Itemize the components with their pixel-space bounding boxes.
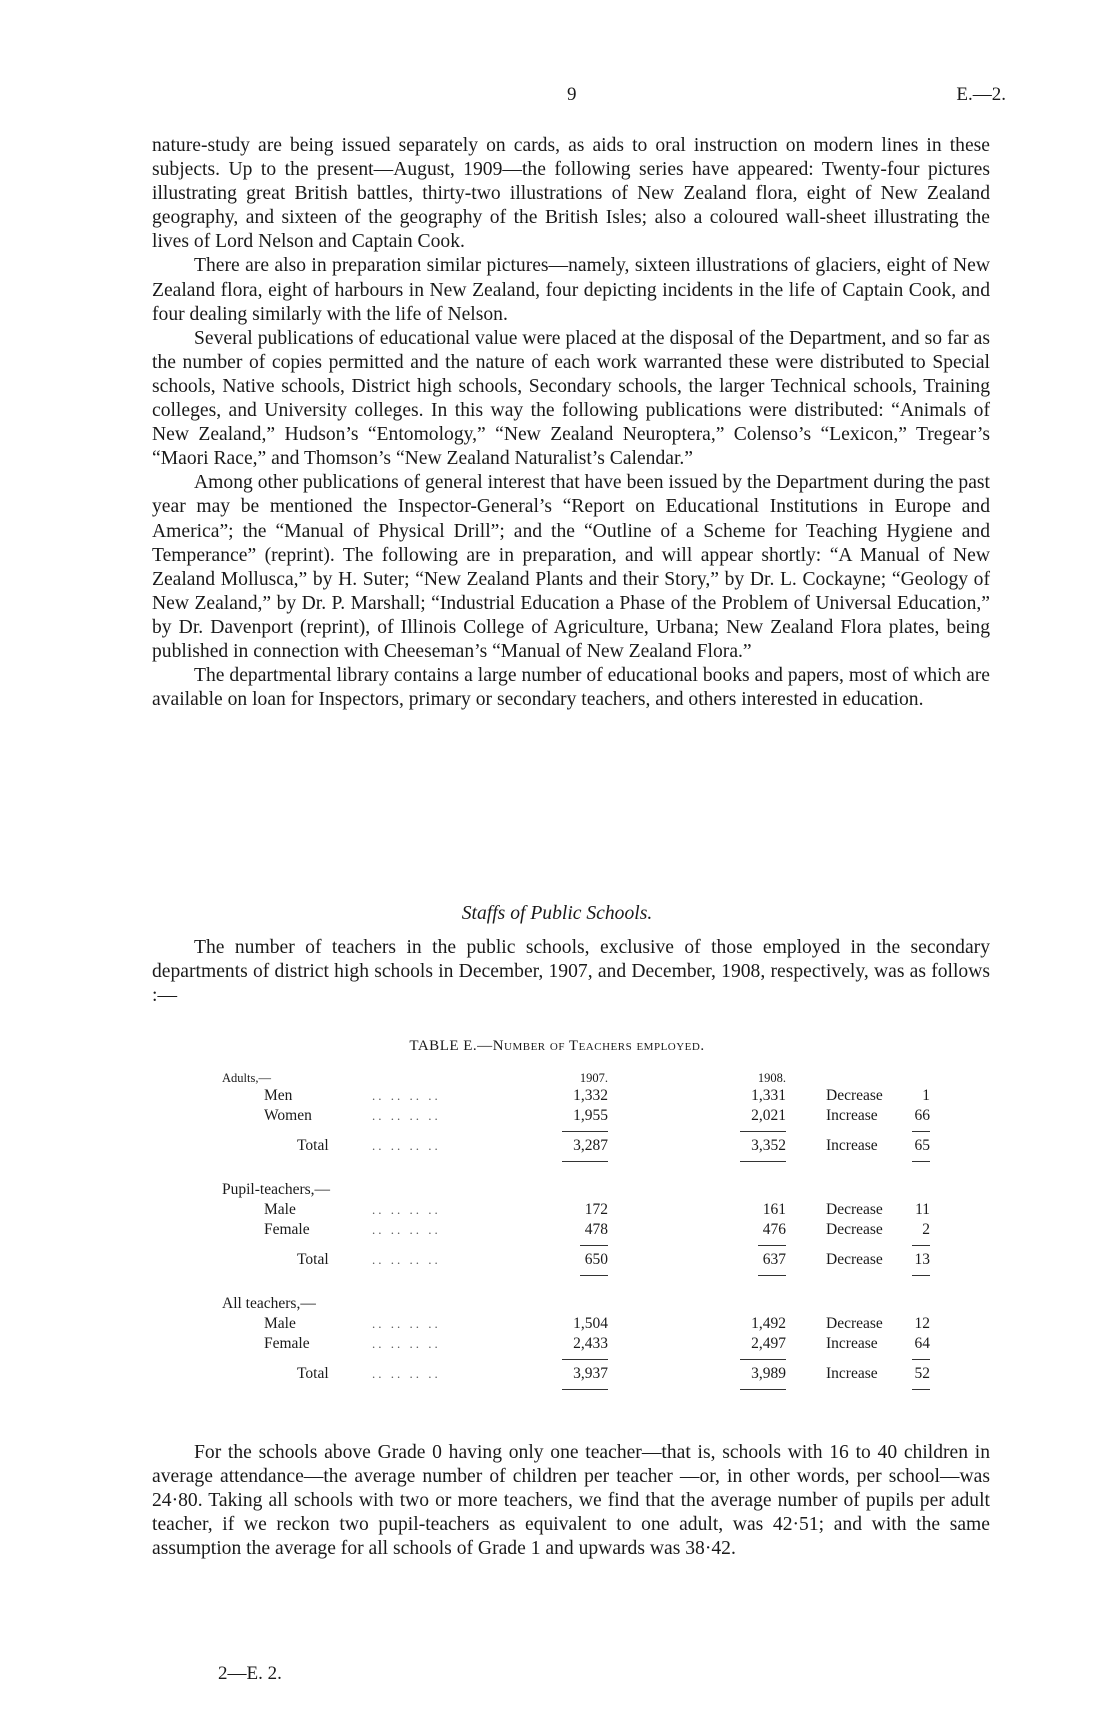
value-1908: 1,492 bbox=[751, 1315, 786, 1332]
change-amount: 13 bbox=[914, 1251, 930, 1268]
section-heading: Staffs of Public Schools. bbox=[461, 903, 653, 924]
table-total-row bbox=[222, 1136, 930, 1156]
change-amount: 12 bbox=[914, 1315, 930, 1332]
rule-line bbox=[562, 1359, 608, 1360]
change-direction: Increase bbox=[826, 1137, 878, 1154]
rule-line bbox=[912, 1131, 930, 1132]
section-intro bbox=[152, 936, 990, 1008]
paragraph: There are also in preparation similar pictures—namely, sixteen illustrations of glaciers, eight of New Zealand flora, eight of harbours in New Zealand, four depicting incidents in the life of Captain Cook, and four dealing similarly with the life of Nelson. bbox=[152, 255, 990, 325]
table-row bbox=[222, 1106, 930, 1126]
value-1907: 478 bbox=[584, 1221, 608, 1238]
total-label: Total bbox=[297, 1251, 329, 1268]
change-direction: Decrease bbox=[826, 1087, 883, 1104]
paragraph: The departmental library contains a large number of educational books and papers, most of which are available on loan for Inspectors, primary or secondary teachers, and others interested in education. bbox=[152, 665, 990, 711]
paragraph: For the schools above Grade 0 having only one teacher—that is, schools with 16 to 40 children in average attendance—the average number of children per teacher —or, in other words, per school—was 24·80. Taking all schools with two or more teachers, we find that the average number of pupils per adult teacher, if we reckon two pupil-teachers as equivalent to one adult, was 42·51; and with the same assumption the average for all schools of Grade 1 and upwards was 38·42. bbox=[152, 1442, 990, 1560]
rule-line bbox=[912, 1245, 930, 1246]
column-header-1907: 1907. bbox=[579, 1071, 608, 1085]
table-total-row bbox=[222, 1364, 930, 1384]
change-direction: Decrease bbox=[826, 1201, 883, 1218]
total-label: Total bbox=[297, 1137, 329, 1154]
table-caption-title: Number of Teachers employed. bbox=[492, 1038, 705, 1054]
total-1907: 3,287 bbox=[573, 1137, 608, 1154]
leader-dots: .. .. .. .. bbox=[372, 1222, 441, 1237]
row-label: Male bbox=[264, 1315, 296, 1332]
row-label: Women bbox=[264, 1107, 312, 1124]
change-amount: 65 bbox=[914, 1137, 930, 1154]
table-year-header bbox=[222, 1070, 930, 1086]
change-direction: Decrease bbox=[826, 1315, 883, 1332]
change-amount: 11 bbox=[915, 1201, 930, 1218]
paragraph: Several publications of educational value were placed at the disposal of the Department, and so far as the number of copies permitted and the nature of each work warranted these were distributed to Special schools, Native schools, District high schools, Secondary schools, the larger Technical schools, Training colleges, and University colleges. In this way the following publications were distributed: “Animals of New Zealand,” Hudson’s “Entomology,” “New Zealand Neuroptera,” Colenso’s “Lexicon,” Tregear’s “Maori Race,” and Thomson’s “New Zealand Naturalist’s Calendar.” bbox=[152, 327, 990, 470]
value-1907: 1,332 bbox=[573, 1087, 608, 1104]
rule-line bbox=[740, 1161, 786, 1162]
total-1908: 637 bbox=[762, 1251, 786, 1268]
change-direction: Increase bbox=[826, 1107, 878, 1124]
value-1907: 1,504 bbox=[573, 1315, 608, 1332]
total-1908: 3,352 bbox=[751, 1137, 786, 1154]
rule-line bbox=[580, 1245, 608, 1246]
column-header-1908: 1908. bbox=[757, 1071, 786, 1085]
value-1908: 161 bbox=[762, 1201, 786, 1218]
leader-dots: .. .. .. .. bbox=[372, 1138, 441, 1153]
table-row bbox=[222, 1200, 930, 1220]
change-amount: 64 bbox=[914, 1335, 930, 1352]
table-caption-prefix: TABLE E.— bbox=[409, 1038, 493, 1054]
row-label: Female bbox=[264, 1221, 310, 1238]
rule-line bbox=[562, 1389, 608, 1390]
table-row bbox=[222, 1334, 930, 1354]
rule-line bbox=[740, 1359, 786, 1360]
leader-dots: .. .. .. .. bbox=[372, 1366, 441, 1381]
group-header-row bbox=[222, 1294, 930, 1314]
change-amount: 2 bbox=[922, 1221, 930, 1238]
change-amount: 66 bbox=[914, 1107, 930, 1124]
rule-line bbox=[912, 1161, 930, 1162]
page-number: 9 bbox=[567, 84, 577, 105]
paragraph: Among other publications of general interest that have been issued by the Department during the past year may be mentioned the Inspector-General’s “Report on Educational Institutions in Europe and America”; the “Manual of Physical Drill”; and the “Outline of a Scheme for Teaching Hygiene and Temperance” (reprint). The following are in preparation, and will appear shortly: “A Manual of New Zealand Mollusca,” by H. Suter; “New Zealand Plants and their Story,” by Dr. L. Cockayne; “Geology of New Zealand,” by Dr. P. Marshall; “Industrial Education a Phase of the Problem of Universal Education,” by Dr. Davenport (reprint), of Illinois College of Agriculture, Urbana; New Zealand Flora plates, being published in connection with Cheeseman’s “Manual of New Zealand Flora.” bbox=[152, 472, 990, 662]
value-1908: 2,497 bbox=[751, 1335, 786, 1352]
total-1907: 3,937 bbox=[573, 1365, 608, 1382]
group-label: Adults,— bbox=[222, 1071, 271, 1085]
group-label: Pupil-teachers,— bbox=[222, 1181, 331, 1198]
value-1908: 2,021 bbox=[751, 1107, 786, 1124]
value-1907: 172 bbox=[584, 1201, 608, 1218]
signature-mark: 2—E. 2. bbox=[218, 1663, 282, 1684]
value-1908: 1,331 bbox=[751, 1087, 786, 1104]
rule-line bbox=[740, 1389, 786, 1390]
rule-line bbox=[562, 1131, 608, 1132]
paragraph: The number of teachers in the public schools, exclusive of those employed in the secondary departments of district high schools in December, 1907, and December, 1908, respectively, was as follows :— bbox=[152, 937, 990, 1007]
total-label: Total bbox=[297, 1365, 329, 1382]
table-row bbox=[222, 1086, 930, 1106]
leader-dots: .. .. .. .. bbox=[372, 1316, 441, 1331]
body-text bbox=[152, 134, 990, 712]
row-label: Female bbox=[264, 1335, 310, 1352]
total-1907: 650 bbox=[584, 1251, 608, 1268]
rule-line bbox=[740, 1131, 786, 1132]
document-reference: E.—2. bbox=[956, 84, 1006, 105]
rule-line bbox=[758, 1275, 786, 1276]
leader-dots: .. .. .. .. bbox=[372, 1202, 441, 1217]
change-amount: 52 bbox=[914, 1365, 930, 1382]
value-1908: 476 bbox=[762, 1221, 786, 1238]
change-direction: Increase bbox=[826, 1335, 878, 1352]
table-caption bbox=[0, 1038, 1114, 1055]
total-1908: 3,989 bbox=[751, 1365, 786, 1382]
teachers-table bbox=[222, 1070, 930, 1394]
leader-dots: .. .. .. .. bbox=[372, 1108, 441, 1123]
rule-line bbox=[562, 1161, 608, 1162]
value-1907: 2,433 bbox=[573, 1335, 608, 1352]
leader-dots: .. .. .. .. bbox=[372, 1336, 441, 1351]
closing-text bbox=[152, 1441, 990, 1561]
rule-line bbox=[912, 1359, 930, 1360]
rule-line bbox=[758, 1245, 786, 1246]
group-header-row bbox=[222, 1180, 930, 1200]
row-label: Male bbox=[264, 1201, 296, 1218]
rule-line bbox=[912, 1389, 930, 1390]
page-header bbox=[0, 84, 1114, 110]
table-total-row bbox=[222, 1250, 930, 1270]
paragraph: nature-study are being issued separately on cards, as aids to oral instruction on modern lines in these subjects. Up to the present—August, 1909—the following series have appeared: Twenty-four pictures illustrating great British battles, thirty-two illustrations of New Zealand flora, eight of New Zealand geography, and sixteen of the geography of the British Isles; also a coloured wall-sheet illustrating the lives of Lord Nelson and Captain Cook. bbox=[152, 135, 990, 253]
change-direction: Decrease bbox=[826, 1221, 883, 1238]
leader-dots: .. .. .. .. bbox=[372, 1088, 441, 1103]
row-label: Men bbox=[264, 1087, 293, 1104]
rule-line bbox=[580, 1275, 608, 1276]
table-row bbox=[222, 1314, 930, 1334]
leader-dots: .. .. .. .. bbox=[372, 1252, 441, 1267]
change-direction: Decrease bbox=[826, 1251, 883, 1268]
value-1907: 1,955 bbox=[573, 1107, 608, 1124]
table-row bbox=[222, 1220, 930, 1240]
group-label: All teachers,— bbox=[222, 1295, 316, 1312]
rule-line bbox=[912, 1275, 930, 1276]
change-direction: Increase bbox=[826, 1365, 878, 1382]
change-amount: 1 bbox=[922, 1087, 930, 1104]
